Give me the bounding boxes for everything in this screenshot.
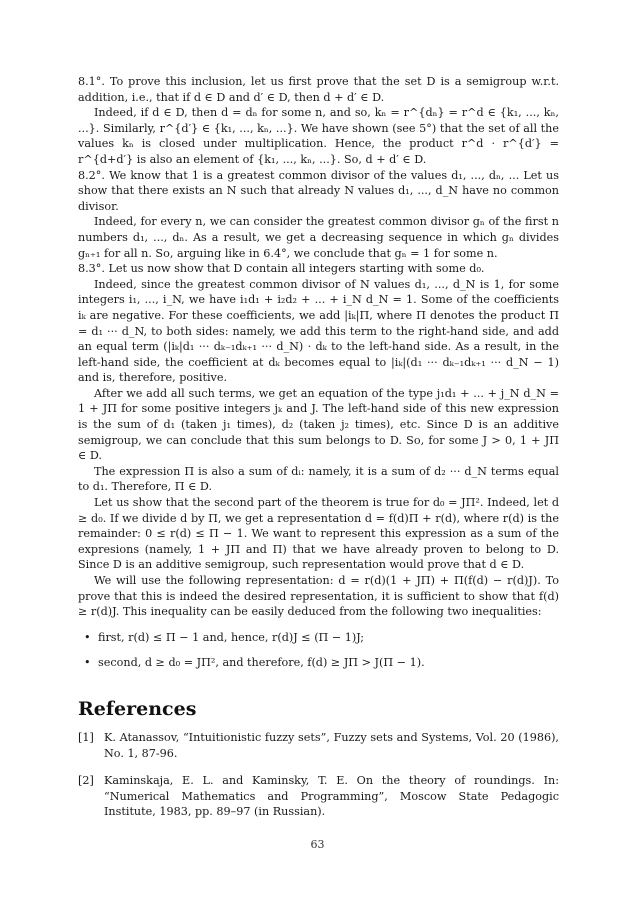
proof-body — [78, 74, 559, 681]
list-item — [78, 630, 559, 646]
paragraph-8-3: 8.3°. Let us now show that D contain all integers starting with some d₀. — [78, 262, 485, 276]
bullet-icon: • — [84, 656, 91, 670]
list-item — [78, 655, 559, 671]
paragraph-second-part: Let us show that the second part of the theorem is true for d₀ = JΠ². Indeed, let d ≥ d₀. If we divide d by Π, we get a representation d = f(d)Π + r(d), where r(d) is the remainder: 0 ≤ r(d) ≤ Π − 1. We want to represent this expression as a sum of the expresions (namely, 1 + JΠ and Π) that we have already proven to belong to D. Since D is an additive semigroup, such representation would prove that d ∈ D. — [78, 496, 559, 572]
paragraph-representation: We will use the following representation: d = r(d)(1 + JΠ) + Π(f(d) − r(d)J). To prove that this is indeed the desired representation, it is sufficient to show that f(d) ≥ r(d)J. This inequality can be easily deduced from the following two inequalities: — [78, 574, 559, 619]
list-item-text: first, r(d) ≤ Π − 1 and, hence, r(d)J ≤ (Π − 1)J; — [98, 630, 365, 644]
page-number: 63 — [310, 838, 325, 851]
paragraph-equation-type: After we add all such terms, we get an equation of the type j₁d₁ + ... + j_N d_N = 1 + JΠ for some positive integers jₖ and J. The left-hand side of this new expression is the sum of d₁ (taken j₁ times), d₂ (taken j₂ times), etc. Since D is an additive semigroup, we can conclude that this sum belongs to D. So, for some J > 0, 1 + JΠ ∈ D. — [78, 386, 559, 463]
paragraph-8-1-proof: Indeed, if d ∈ D, then d = dₙ for some n, and so, kₙ = r^{dₙ} = r^d ∈ {k₁, ..., kₙ, ...}. Similarly, r^{d′} ∈ {k₁, ..., kₙ, ...}. We have shown (see 5°) that the set of all the values kₙ is closed under multiplication. Hence, the product r^d · r^{d′} = r^{d+d′} is also an element of {k₁, ..., kₙ, ...}. So, d + d′ ∈ D. — [78, 106, 559, 166]
bullet-icon: • — [84, 630, 91, 644]
paragraph-8-2: 8.2°. We know that 1 is a greatest common divisor of the values d₁, ..., dₙ, ... Let us show that there exists an N such that already N values d₁, ..., d_N have no common divisor. — [78, 168, 559, 213]
reference-text: K. Atanassov, “Intuitionistic fuzzy sets”, Fuzzy sets and Systems, Vol. 20 (1986), No. 1, 87-96. — [104, 731, 559, 760]
references-list — [78, 730, 559, 832]
references-heading: References — [78, 698, 197, 720]
reference-number: [1] — [78, 731, 94, 744]
paragraph-8-3-proof: Indeed, since the greatest common divisor of N values d₁, ..., d_N is 1, for some integers i₁, ..., i_N, we have i₁d₁ + i₂d₂ + ... + i_N d_N = 1. Some of the coefficients iₖ are negative. For these coefficients, we add |iₖ|Π, where Π denotes the product Π = d₁ ··· d_N, to both sides: namely, we add this term to the right-hand side, and add an equal term (|iₖ|d₁ ··· dₖ₋₁dₖ₊₁ ··· d_N) · dₖ to the left-hand side. As a result, in the left-hand side, the coefficient at dₖ becomes equal to |iₖ|(d₁ ··· dₖ₋₁dₖ₊₁ ··· d_N − 1) and is, therefore, positive. — [78, 277, 559, 385]
list-item-text: second, d ≥ d₀ = JΠ², and therefore, f(d) ≥ JΠ > J(Π − 1). — [98, 656, 425, 670]
reference-item — [78, 773, 559, 820]
reference-text: Kaminskaja, E. L. and Kaminsky, T. E. On the theory of roundings. In: “Numerical Mathematics and Programming”, Moscow State Pedagogic Institute, 1983, pp. 89–97 (in Russian). — [104, 774, 559, 819]
inequality-list — [78, 630, 559, 671]
reference-number: [2] — [78, 774, 94, 788]
paragraph-8-1: 8.1°. To prove this inclusion, let us first prove that the set D is a semigroup w.r.t. addition, i.e., that if d ∈ D and d′ ∈ D, then d + d′ ∈ D. — [78, 75, 559, 104]
paragraph-pi-in-d: The expression Π is also a sum of dᵢ: namely, it is a sum of d₂ ··· d_N terms equal to d₁. Therefore, Π ∈ D. — [78, 464, 559, 494]
reference-item — [78, 730, 559, 761]
paragraph-8-2-proof: Indeed, for every n, we can consider the greatest common divisor gₙ of the first n numbers d₁, ..., dₙ. As a result, we get a decreasing sequence in which gₙ divides gₙ₊₁ for all n. So, arguing like in 6.4°, we conclude that gₙ = 1 for some n. — [78, 215, 559, 260]
